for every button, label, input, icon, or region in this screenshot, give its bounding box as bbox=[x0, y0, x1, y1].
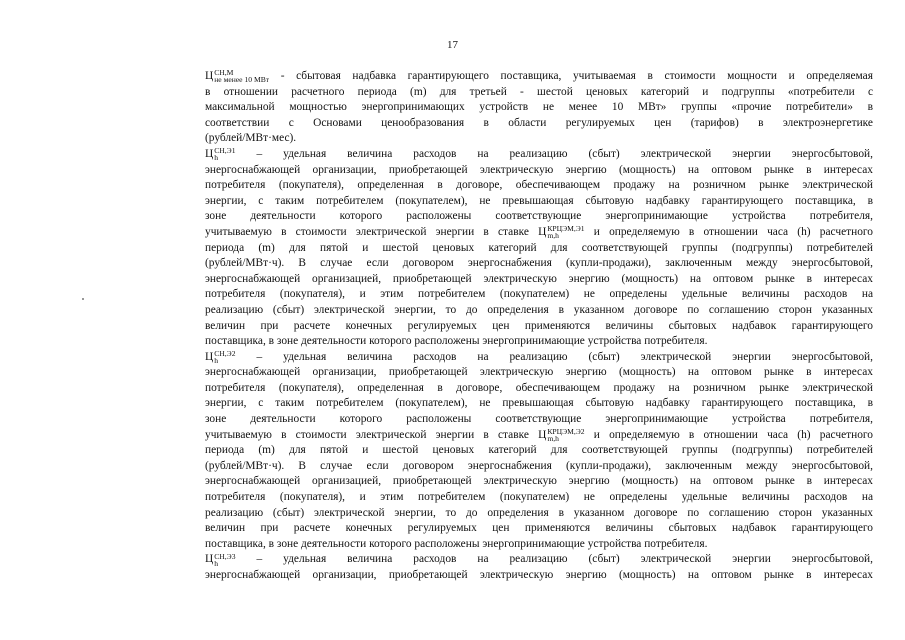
text-line: поставщика, в зоне деятельности которого расположены энергопринимающие устройства потребителя. bbox=[205, 537, 708, 550]
text-line: (рублей/МВт·ч). В случае если договором энергоснабжения (купли-продажи), заключенным между энергосбытовой, bbox=[205, 459, 873, 472]
margin-mark bbox=[82, 298, 84, 300]
text-line: (рублей/МВт·ч). В случае если договором энергоснабжения (купли-продажи), заключенным между энергосбытовой, bbox=[205, 257, 873, 270]
rate-symbol: Ц КРЦЭМ,Э1 m,h bbox=[538, 224, 585, 241]
text-line: энергии, с таким потребителем (покупателем), не превышающая сбытовую надбавку гарантирующего поставщика, в bbox=[205, 194, 873, 207]
text-line: поставщика, в зоне деятельности которого расположены энергопринимающие устройства потребителя. bbox=[205, 335, 708, 348]
definition-paragraph bbox=[205, 552, 873, 583]
text-line: Ц СН,М не менее 10 МВт - сбытовая надбавка гарантирующего поставщика, учитываемая в стоимости мощности и определяемая bbox=[205, 69, 873, 85]
text-line: зоне деятельности которого расположены соответствующие энергопринимающие устройства потребителя, bbox=[205, 210, 873, 223]
text-line: потребителя (покупателя), определенная в договоре, обеспечивающем продажу на розничном рынке электрической bbox=[205, 179, 873, 192]
text-line: потребителя (покупателя), определенная в договоре, обеспечивающем продажу на розничном рынке электрической bbox=[205, 381, 873, 394]
text-line: в отношении расчетного периода (m) для третьей - шестой ценовых категорий и подгруппы «потребители с bbox=[205, 85, 873, 98]
text-line: учитываемую в стоимости электрической энергии в ставке Ц КРЦЭМ,Э2 m,h и определяемую в отношении часа (h) расчетного bbox=[205, 427, 873, 444]
tariff-symbol: Ц СН,М не менее 10 МВт bbox=[205, 69, 270, 85]
text-line: потребителя (покупателя), и этим потребителем (покупателем) не определены удельные величины расходов на bbox=[205, 288, 873, 301]
text-line: энергоснабжающей организацией, приобретающей электрическую энергию (мощность) на оптовом рынке в интересах bbox=[205, 475, 873, 488]
text-line: потребителя (покупателя), и этим потребителем (покупателем) не определены удельные величины расходов на bbox=[205, 491, 873, 504]
text-line: энергии, с таким потребителем (покупателем), не превышающая сбытовую надбавку гарантирующего поставщика, в bbox=[205, 397, 873, 410]
text-line: величин при расчете конечных регулируемых цен применяются величины сбытовых надбавок гарантирующего bbox=[205, 522, 873, 535]
text-line: энергоснабжающей организации, приобретающей электрическую энергию (мощность) на оптовом рынке в интересах bbox=[205, 569, 873, 581]
text-line: реализацию (сбыт) электрической энергии, то до определения в указанном договоре по соглашению сторон указанных bbox=[205, 303, 873, 316]
text-line: энергоснабжающей организации, приобретающей электрическую энергию (мощность) на оптовом рынке в интересах bbox=[205, 163, 873, 176]
text-line: энергоснабжающей организацией, приобретающей электрическую энергию (мощность) на оптовом рынке в интересах bbox=[205, 272, 873, 285]
tariff-symbol: Ц СН,Э2 h bbox=[205, 349, 236, 366]
text-line: реализацию (сбыт) электрической энергии, то до определения в указанном договоре по соглашению сторон указанных bbox=[205, 506, 873, 519]
text-line: зоне деятельности которого расположены соответствующие энергопринимающие устройства потребителя, bbox=[205, 413, 873, 426]
text-line: максимальной мощностью энергопринимающих устройств не менее 10 МВт» группы «прочие потребители» в bbox=[205, 101, 873, 114]
text-line: периода (m) для пятой и шестой ценовых категорий для соответствующей группы (подгруппы) потребителей bbox=[205, 241, 873, 254]
text-line: Ц СН,Э3 h – удельная величина расходов на реализацию (сбыт) электрической энергии энергосбытовой, bbox=[205, 552, 873, 568]
tariff-symbol: Ц СН,Э3 h bbox=[205, 552, 236, 568]
document-body bbox=[205, 69, 873, 584]
text-line: Ц СН,Э2 h – удельная величина расходов на реализацию (сбыт) электрической энергии энергосбытовой, bbox=[205, 349, 873, 366]
text-line: учитываемую в стоимости электрической энергии в ставке Ц КРЦЭМ,Э1 m,h и определяемую в отношении часа (h) расчетного bbox=[205, 224, 873, 241]
text-line: Ц СН,Э1 h – удельная величина расходов на реализацию (сбыт) электрической энергии энергосбытовой, bbox=[205, 146, 873, 163]
definition-paragraph bbox=[205, 350, 873, 553]
rate-symbol: Ц КРЦЭМ,Э2 m,h bbox=[538, 427, 585, 444]
definition-paragraph bbox=[205, 147, 873, 350]
text-line: величин при расчете конечных регулируемых цен применяются величины сбытовых надбавок гарантирующего bbox=[205, 319, 873, 332]
text-line: соответствии с Основами ценообразования в области регулируемых цен (тарифов) в электроэнергетике bbox=[205, 116, 873, 129]
text-line: энергоснабжающей организации, приобретающей электрическую энергию (мощность) на оптовом рынке в интересах bbox=[205, 366, 873, 379]
definition-paragraph bbox=[205, 69, 873, 147]
tariff-symbol: Ц СН,Э1 h bbox=[205, 146, 236, 163]
text-line: периода (m) для пятой и шестой ценовых категорий для соответствующей группы (подгруппы) потребителей bbox=[205, 444, 873, 457]
page-number: 17 bbox=[447, 39, 458, 51]
text-line: (рублей/МВт·мес). bbox=[205, 132, 297, 145]
